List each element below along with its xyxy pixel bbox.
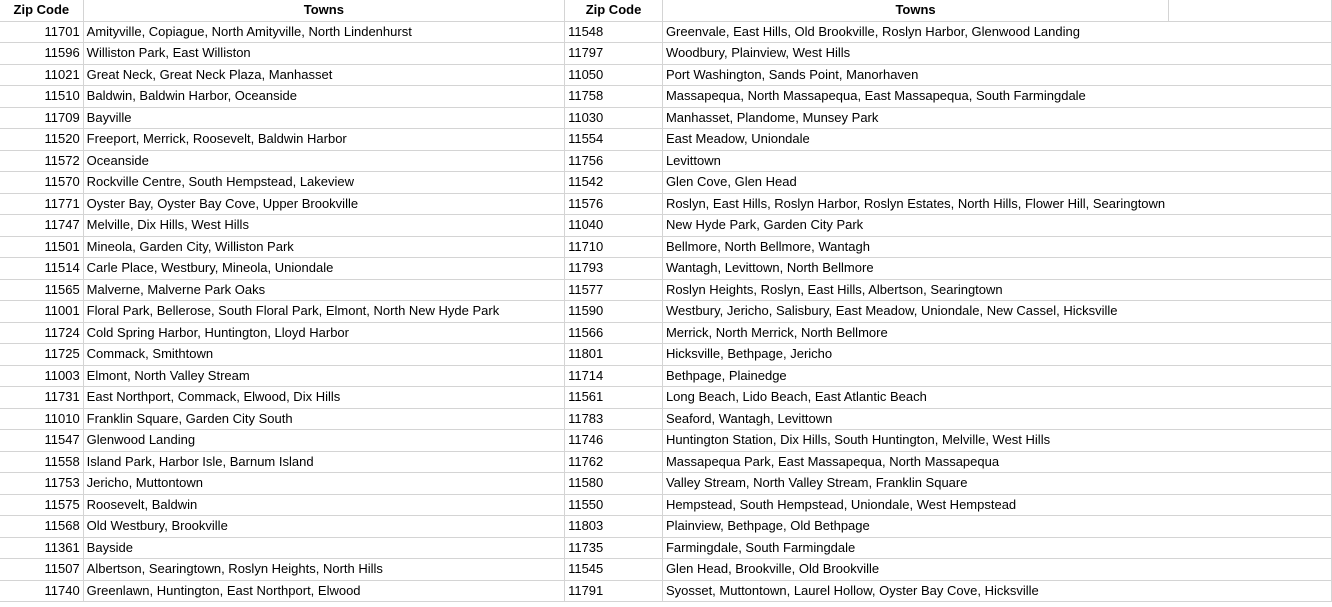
towns-cell[interactable]: Bethpage, Plainedge: [662, 365, 1168, 387]
table-row: [0, 279, 1332, 301]
towns-cell[interactable]: Commack, Smithtown: [83, 344, 564, 366]
towns-cell[interactable]: Glen Cove, Glen Head: [662, 172, 1168, 194]
towns-cell[interactable]: Long Beach, Lido Beach, East Atlantic Beach: [662, 387, 1168, 409]
empty-cell[interactable]: [1169, 21, 1332, 43]
towns-cell[interactable]: Massapequa Park, East Massapequa, North Massapequa: [662, 451, 1168, 473]
empty-cell[interactable]: [1169, 322, 1332, 344]
empty-cell[interactable]: [1169, 43, 1332, 65]
table-row: [0, 473, 1332, 495]
empty-cell[interactable]: [1169, 451, 1332, 473]
zip-code-cell[interactable]: 11783: [565, 408, 663, 430]
zip-code-cell[interactable]: 11793: [565, 258, 663, 280]
empty-cell[interactable]: [1169, 258, 1332, 280]
towns-cell[interactable]: Massapequa, North Massapequa, East Massapequa, South Farmingdale: [662, 86, 1168, 108]
table-row: [0, 516, 1332, 538]
empty-cell[interactable]: [1169, 494, 1332, 516]
zip-code-cell[interactable]: 11501: [0, 236, 83, 258]
table-row: [0, 430, 1332, 452]
table-row: [0, 193, 1332, 215]
header-row: [0, 0, 1332, 21]
towns-cell[interactable]: Hempstead, South Hempstead, Uniondale, West Hempstead: [662, 494, 1168, 516]
empty-cell[interactable]: [1169, 365, 1332, 387]
table-row: [0, 408, 1332, 430]
column-header-zip-code[interactable]: Zip Code: [565, 0, 663, 21]
towns-cell[interactable]: Elmont, North Valley Stream: [83, 365, 564, 387]
empty-cell[interactable]: [1169, 408, 1332, 430]
table-row: [0, 258, 1332, 280]
empty-cell[interactable]: [1169, 193, 1332, 215]
table-row: [0, 537, 1332, 559]
zip-code-cell[interactable]: 11566: [565, 322, 663, 344]
towns-cell[interactable]: Melville, Dix Hills, West Hills: [83, 215, 564, 237]
zip-code-cell[interactable]: 11771: [0, 193, 83, 215]
zip-code-cell[interactable]: 11545: [565, 559, 663, 581]
towns-cell[interactable]: Valley Stream, North Valley Stream, Franklin Square: [662, 473, 1168, 495]
zip-code-cell[interactable]: 11701: [0, 21, 83, 43]
towns-cell[interactable]: Hicksville, Bethpage, Jericho: [662, 344, 1168, 366]
zip-code-cell[interactable]: 11565: [0, 279, 83, 301]
towns-cell[interactable]: Levittown: [662, 150, 1168, 172]
towns-cell[interactable]: Floral Park, Bellerose, South Floral Park, Elmont, North New Hyde Park: [83, 301, 564, 323]
zip-code-cell[interactable]: 11030: [565, 107, 663, 129]
towns-cell[interactable]: Bayville: [83, 107, 564, 129]
zip-code-cell[interactable]: 11758: [565, 86, 663, 108]
table-row: [0, 129, 1332, 151]
zip-code-cell[interactable]: 11735: [565, 537, 663, 559]
towns-cell[interactable]: Glen Head, Brookville, Old Brookville: [662, 559, 1168, 581]
zip-code-cell[interactable]: 11801: [565, 344, 663, 366]
towns-cell[interactable]: Manhasset, Plandome, Munsey Park: [662, 107, 1168, 129]
table-row: [0, 365, 1332, 387]
towns-cell[interactable]: Bayside: [83, 537, 564, 559]
zip-code-cell[interactable]: 11731: [0, 387, 83, 409]
zip-code-cell[interactable]: 11021: [0, 64, 83, 86]
column-header-towns[interactable]: Towns: [83, 0, 564, 21]
empty-cell[interactable]: [1169, 473, 1332, 495]
table-row: [0, 86, 1332, 108]
towns-cell[interactable]: Woodbury, Plainview, West Hills: [662, 43, 1168, 65]
towns-cell[interactable]: East Meadow, Uniondale: [662, 129, 1168, 151]
zip-code-cell[interactable]: 11724: [0, 322, 83, 344]
table-row: [0, 215, 1332, 237]
towns-cell[interactable]: Plainview, Bethpage, Old Bethpage: [662, 516, 1168, 538]
table-body: [0, 21, 1332, 602]
zip-code-cell[interactable]: 11746: [565, 430, 663, 452]
towns-cell[interactable]: Roosevelt, Baldwin: [83, 494, 564, 516]
zip-code-cell[interactable]: 11001: [0, 301, 83, 323]
towns-cell[interactable]: Jericho, Muttontown: [83, 473, 564, 495]
empty-cell[interactable]: [1169, 580, 1332, 602]
zip-code-cell[interactable]: 11709: [0, 107, 83, 129]
towns-cell[interactable]: Huntington Station, Dix Hills, South Huntington, Melville, West Hills: [662, 430, 1168, 452]
zip-code-cell[interactable]: 11710: [565, 236, 663, 258]
table-row: [0, 64, 1332, 86]
towns-cell[interactable]: Roslyn, East Hills, Roslyn Harbor, Roslyn Estates, North Hills, Flower Hill, Searingtown: [662, 193, 1168, 215]
empty-cell[interactable]: [1169, 537, 1332, 559]
table-row: [0, 150, 1332, 172]
table-row: [0, 451, 1332, 473]
zip-code-cell[interactable]: 11576: [565, 193, 663, 215]
towns-cell[interactable]: Farmingdale, South Farmingdale: [662, 537, 1168, 559]
empty-cell[interactable]: [1169, 301, 1332, 323]
towns-cell[interactable]: Roslyn Heights, Roslyn, East Hills, Albertson, Searingtown: [662, 279, 1168, 301]
empty-cell[interactable]: [1169, 215, 1332, 237]
zip-code-cell[interactable]: 11547: [0, 430, 83, 452]
zip-code-cell[interactable]: 11797: [565, 43, 663, 65]
zip-code-cell[interactable]: 11568: [0, 516, 83, 538]
zip-code-cell[interactable]: 11558: [0, 451, 83, 473]
table-row: [0, 21, 1332, 43]
table-row: [0, 43, 1332, 65]
table-row: [0, 322, 1332, 344]
table-row: [0, 236, 1332, 258]
towns-cell[interactable]: Cold Spring Harbor, Huntington, Lloyd Harbor: [83, 322, 564, 344]
empty-cell[interactable]: [1169, 150, 1332, 172]
zip-code-cell[interactable]: 11753: [0, 473, 83, 495]
zip-code-cell[interactable]: 11580: [565, 473, 663, 495]
towns-cell[interactable]: Greenvale, East Hills, Old Brookville, Roslyn Harbor, Glenwood Landing: [662, 21, 1168, 43]
empty-cell[interactable]: [1169, 64, 1332, 86]
empty-cell[interactable]: [1169, 86, 1332, 108]
towns-cell[interactable]: Mineola, Garden City, Williston Park: [83, 236, 564, 258]
towns-cell[interactable]: Freeport, Merrick, Roosevelt, Baldwin Harbor: [83, 129, 564, 151]
table-row: [0, 107, 1332, 129]
column-header-towns[interactable]: Towns: [662, 0, 1168, 21]
zip-code-cell[interactable]: 11550: [565, 494, 663, 516]
towns-cell[interactable]: Wantagh, Levittown, North Bellmore: [662, 258, 1168, 280]
zip-code-cell[interactable]: 11572: [0, 150, 83, 172]
table-row: [0, 387, 1332, 409]
zip-code-cell[interactable]: 11714: [565, 365, 663, 387]
empty-cell[interactable]: [1169, 516, 1332, 538]
table-row: [0, 172, 1332, 194]
empty-cell[interactable]: [1169, 129, 1332, 151]
zip-code-cell[interactable]: 11542: [565, 172, 663, 194]
zip-code-cell[interactable]: 11548: [565, 21, 663, 43]
empty-cell[interactable]: [1169, 172, 1332, 194]
towns-cell[interactable]: Seaford, Wantagh, Levittown: [662, 408, 1168, 430]
towns-cell[interactable]: New Hyde Park, Garden City Park: [662, 215, 1168, 237]
towns-cell[interactable]: Island Park, Harbor Isle, Barnum Island: [83, 451, 564, 473]
towns-cell[interactable]: Carle Place, Westbury, Mineola, Uniondale: [83, 258, 564, 280]
zip-code-cell[interactable]: 11050: [565, 64, 663, 86]
towns-cell[interactable]: Williston Park, East Williston: [83, 43, 564, 65]
zip-code-cell[interactable]: 11003: [0, 365, 83, 387]
empty-cell[interactable]: [1169, 344, 1332, 366]
empty-cell[interactable]: [1169, 387, 1332, 409]
zip-code-cell[interactable]: 11791: [565, 580, 663, 602]
zip-code-cell[interactable]: 11756: [565, 150, 663, 172]
table-row: [0, 559, 1332, 581]
towns-cell[interactable]: Bellmore, North Bellmore, Wantagh: [662, 236, 1168, 258]
empty-cell[interactable]: [1169, 430, 1332, 452]
zip-code-cell[interactable]: 11554: [565, 129, 663, 151]
empty-cell[interactable]: [1169, 236, 1332, 258]
zip-code-cell[interactable]: 11575: [0, 494, 83, 516]
table-row: [0, 580, 1332, 602]
towns-cell[interactable]: Westbury, Jericho, Salisbury, East Meadow, Uniondale, New Cassel, Hicksville: [662, 301, 1168, 323]
table-row: [0, 301, 1332, 323]
zip-code-cell[interactable]: 11010: [0, 408, 83, 430]
zip-code-cell[interactable]: 11570: [0, 172, 83, 194]
zip-code-cell[interactable]: 11520: [0, 129, 83, 151]
towns-cell[interactable]: East Northport, Commack, Elwood, Dix Hills: [83, 387, 564, 409]
zip-code-cell[interactable]: 11040: [565, 215, 663, 237]
towns-cell[interactable]: Merrick, North Merrick, North Bellmore: [662, 322, 1168, 344]
towns-cell[interactable]: Albertson, Searingtown, Roslyn Heights, North Hills: [83, 559, 564, 581]
zip-code-cell[interactable]: 11561: [565, 387, 663, 409]
zip-code-cell[interactable]: 11740: [0, 580, 83, 602]
zip-code-cell[interactable]: 11803: [565, 516, 663, 538]
towns-cell[interactable]: Franklin Square, Garden City South: [83, 408, 564, 430]
towns-cell[interactable]: Old Westbury, Brookville: [83, 516, 564, 538]
zip-code-cell[interactable]: 11747: [0, 215, 83, 237]
column-header-zip-code[interactable]: Zip Code: [0, 0, 83, 21]
zip-code-cell[interactable]: 11510: [0, 86, 83, 108]
towns-cell[interactable]: Amityville, Copiague, North Amityville, North Lindenhurst: [83, 21, 564, 43]
table-row: [0, 494, 1332, 516]
zip-code-cell[interactable]: 11596: [0, 43, 83, 65]
table-row: [0, 344, 1332, 366]
towns-cell[interactable]: Malverne, Malverne Park Oaks: [83, 279, 564, 301]
zip-code-cell[interactable]: 11507: [0, 559, 83, 581]
zip-code-cell[interactable]: 11725: [0, 344, 83, 366]
towns-cell[interactable]: Greenlawn, Huntington, East Northport, Elwood: [83, 580, 564, 602]
zip-code-cell[interactable]: 11361: [0, 537, 83, 559]
towns-cell[interactable]: Rockville Centre, South Hempstead, Lakeview: [83, 172, 564, 194]
towns-cell[interactable]: Syosset, Muttontown, Laurel Hollow, Oyster Bay Cove, Hicksville: [662, 580, 1168, 602]
towns-cell[interactable]: Port Washington, Sands Point, Manorhaven: [662, 64, 1168, 86]
zip-code-cell[interactable]: 11514: [0, 258, 83, 280]
zip-code-cell[interactable]: 11762: [565, 451, 663, 473]
towns-cell[interactable]: Oceanside: [83, 150, 564, 172]
zip-code-cell[interactable]: 11577: [565, 279, 663, 301]
empty-cell[interactable]: [1169, 559, 1332, 581]
empty-cell[interactable]: [1169, 0, 1332, 21]
empty-cell[interactable]: [1169, 107, 1332, 129]
towns-cell[interactable]: Baldwin, Baldwin Harbor, Oceanside: [83, 86, 564, 108]
empty-cell[interactable]: [1169, 279, 1332, 301]
towns-cell[interactable]: Great Neck, Great Neck Plaza, Manhasset: [83, 64, 564, 86]
towns-cell[interactable]: Glenwood Landing: [83, 430, 564, 452]
towns-cell[interactable]: Oyster Bay, Oyster Bay Cove, Upper Brookville: [83, 193, 564, 215]
zip-code-cell[interactable]: 11590: [565, 301, 663, 323]
